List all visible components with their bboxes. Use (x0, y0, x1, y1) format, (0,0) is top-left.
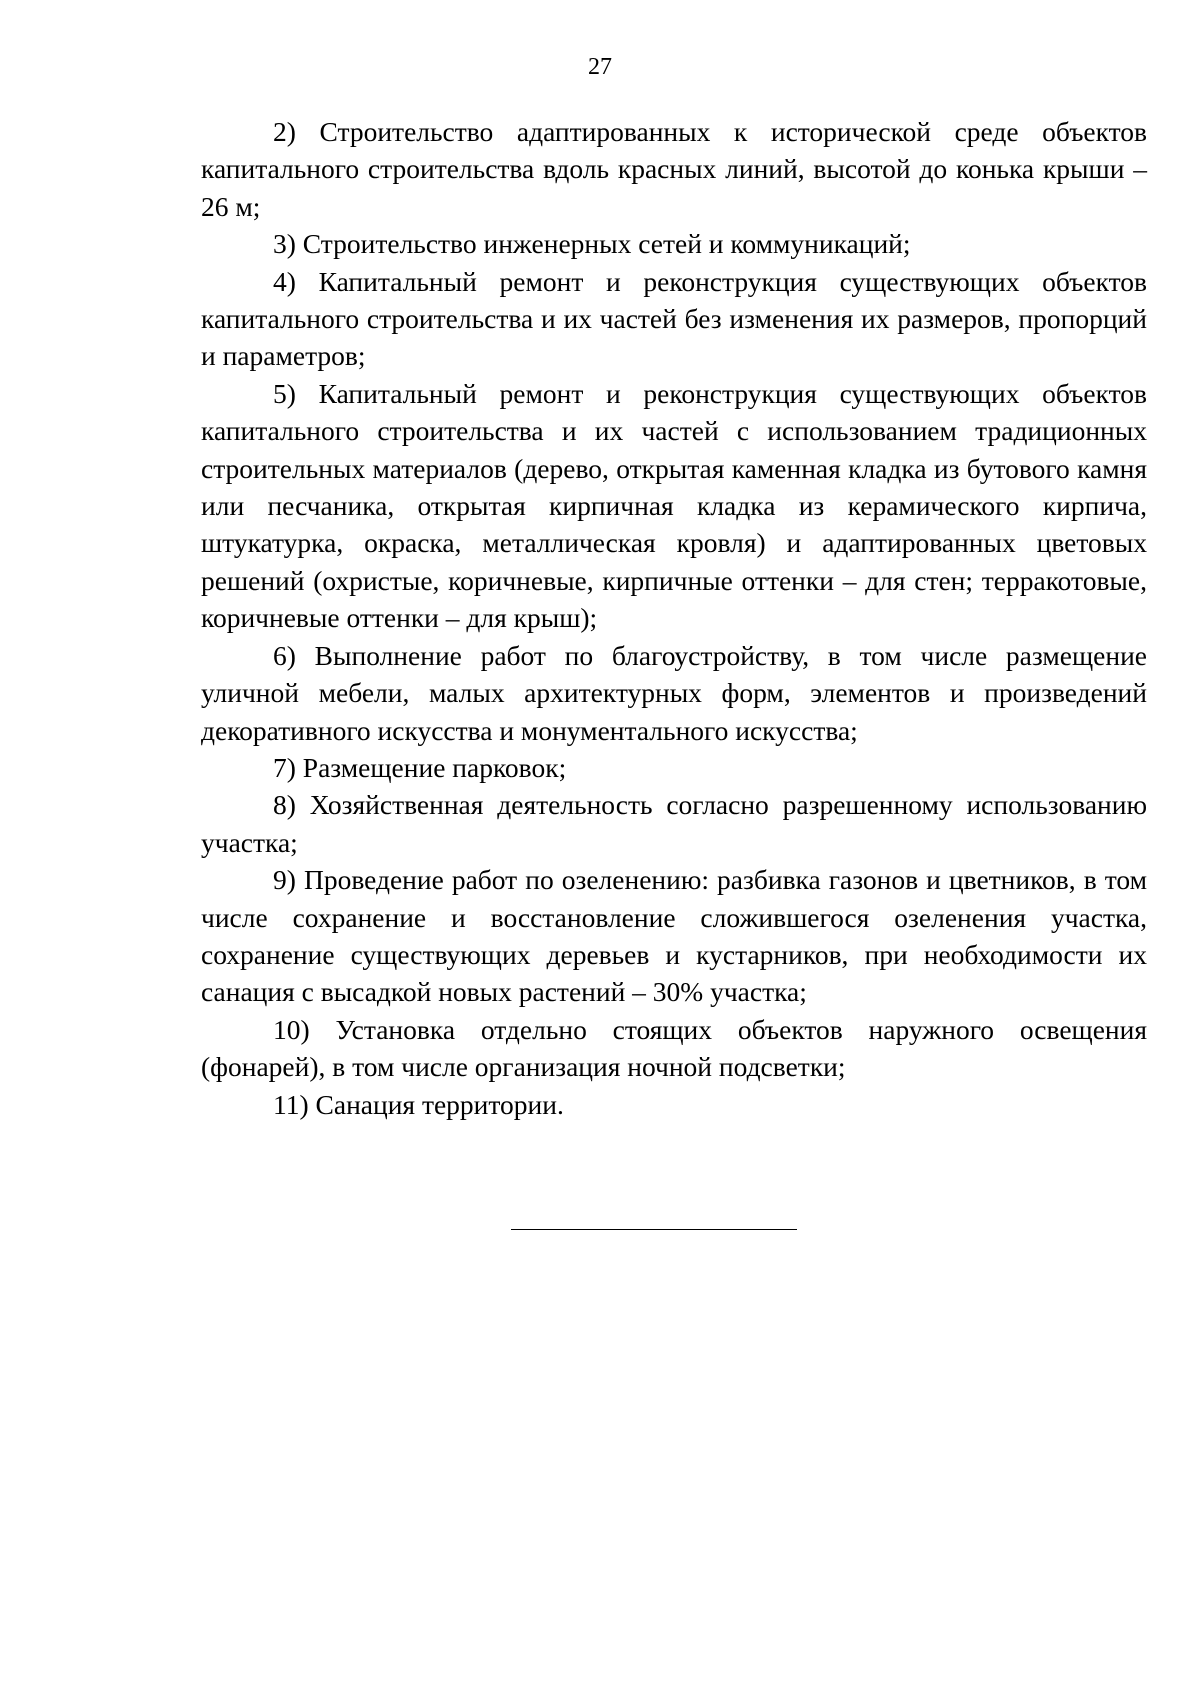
list-item-number: 5) (273, 377, 296, 409)
list-item (201, 225, 1147, 262)
list-item-text: Выполнение работ по благоустройству, в том числе размещение уличной мебели, малых архитектурных форм, элементов и произведений декоративного искусства и монументального искусства; (201, 639, 1147, 746)
list-item (201, 637, 1147, 749)
document-body (201, 113, 1147, 1123)
list-item-text: Хозяйственная деятельность согласно разрешенному использованию участка; (201, 789, 1147, 858)
list-item (201, 861, 1147, 1011)
list-item-text: Капитальный ремонт и реконструкция существующих объектов капитального строительства и их частей без изменения их размеров, пропорций и параметров; (201, 265, 1147, 372)
list-item-text: Строительство адаптированных к исторической среде объектов капитального строительства вдоль красных линий, высотой до конька крыши – 26 м; (201, 116, 1148, 222)
list-item-text: Проведение работ по озеленению: разбивка газонов и цветников, в том числе сохранение и восстановление сложившегося озеленения участка, сохранение существующих деревьев и кустарников, при необходимости их санация с высадкой новых растений – 30% участка; (201, 864, 1147, 1008)
closing-divider (511, 1229, 797, 1230)
list-item-number: 8) (273, 789, 296, 821)
list-item (201, 786, 1147, 861)
list-item-text: Строительство инженерных сетей и коммуникаций; (302, 228, 911, 260)
list-item-number: 3) (273, 228, 296, 260)
list-item (201, 113, 1147, 225)
list-item-number: 11) (273, 1088, 309, 1120)
list-item (201, 375, 1147, 637)
list-item-number: 4) (273, 265, 296, 297)
list-item-text: Санация территории. (315, 1088, 564, 1120)
list-item (201, 1011, 1147, 1086)
list-item-number: 2) (273, 116, 296, 147)
list-item (201, 1086, 1147, 1123)
list-item-number: 10) (273, 1013, 310, 1045)
list-item-number: 7) (273, 751, 296, 783)
list-item (201, 263, 1147, 375)
list-item-number: 9) (273, 864, 296, 896)
page-number: 27 (588, 54, 612, 80)
list-item-text: Капитальный ремонт и реконструкция существующих объектов капитального строительства и их частей с использованием традиционных строительных материалов (дерево, открытая каменная кладка из бутового камня или песчаника, открытая кирпичная кладка из керамического кирпича, штукатурка, окраска, металлическая кровля) и адаптированных цветовых решений (охристые, коричневые, кирпичные оттенки – для стен; терракотовые, коричневые оттенки – для крыш); (201, 377, 1147, 634)
list-item (201, 749, 1147, 786)
list-item-text: Установка отдельно стоящих объектов наружного освещения (фонарей), в том числе организация ночной подсветки; (201, 1013, 1147, 1083)
list-item-number: 6) (273, 639, 296, 671)
list-item-text: Размещение парковок; (302, 751, 567, 783)
